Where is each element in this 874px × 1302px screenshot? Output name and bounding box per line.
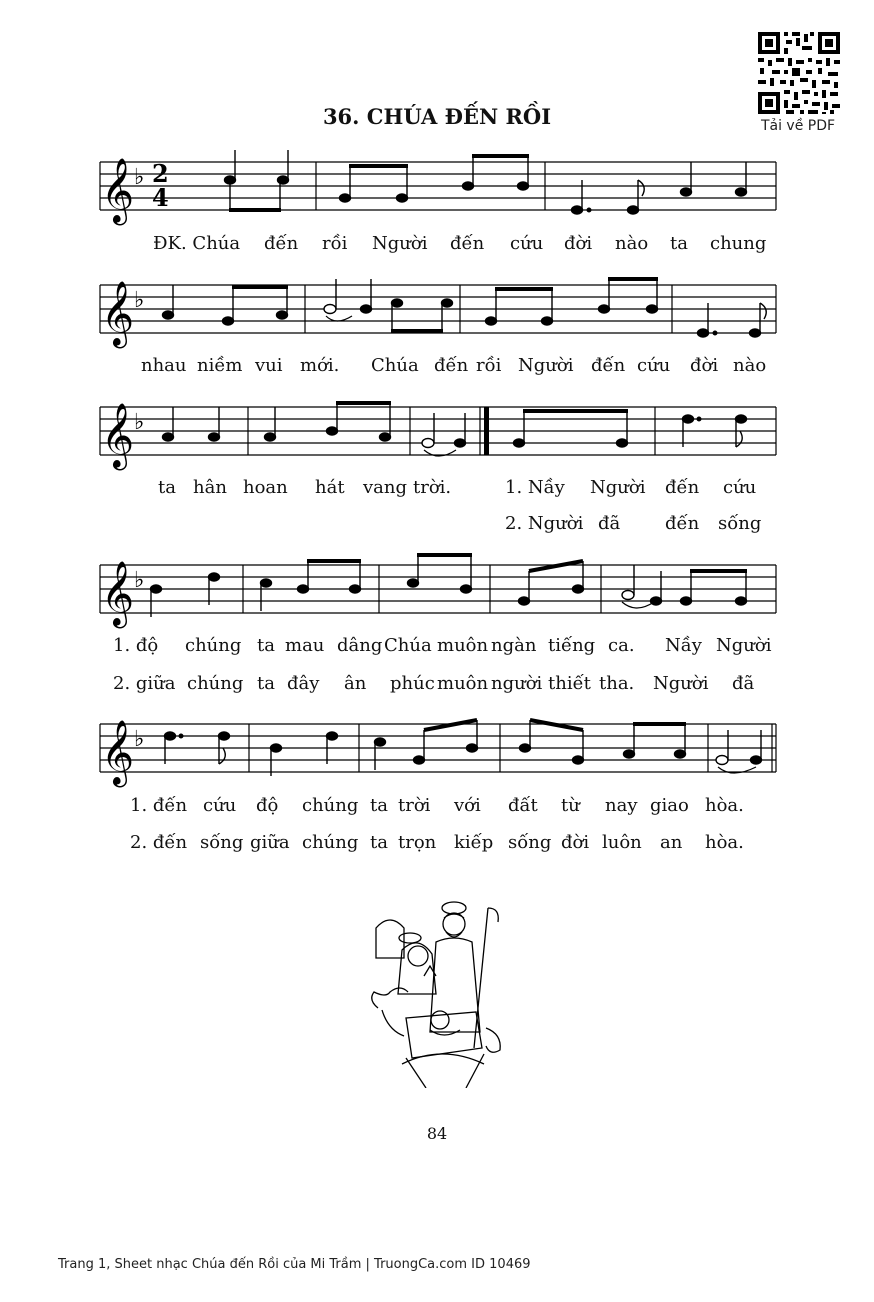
lyric-syllable: trời. xyxy=(413,477,452,498)
lyric-syllable: chung xyxy=(710,233,767,254)
lyric-syllable: đời xyxy=(564,233,593,254)
lyric-syllable: nay xyxy=(605,795,638,816)
staff-line-5 xyxy=(100,724,776,772)
treble-clef-icon: 𝄞 xyxy=(101,281,135,346)
lyric-syllable: hát xyxy=(315,477,345,498)
treble-clef-icon: 𝄞 xyxy=(101,561,135,626)
lyric-syllable: Người xyxy=(653,673,709,694)
lyric-syllable: an xyxy=(660,832,683,853)
footer-text[interactable]: Trang 1, Sheet nhạc Chúa đến Rồi của Mi Trầm | TruongCa.com ID 10469 xyxy=(58,1257,531,1272)
lyric-syllable: cứu xyxy=(723,477,757,498)
lyric-syllable: đất xyxy=(508,795,538,816)
lyric-syllable: Người xyxy=(372,233,428,254)
lyric-syllable: 2. Người xyxy=(505,513,584,534)
lyric-syllable: thiết xyxy=(548,673,591,694)
lyric-syllable: sống xyxy=(508,832,552,853)
time-signature-bottom: 4 xyxy=(152,183,169,212)
lyric-syllable: cứu xyxy=(510,233,544,254)
treble-clef-icon: 𝄞 xyxy=(101,720,135,785)
staff-line-1 xyxy=(100,162,776,210)
lyric-syllable: đến xyxy=(450,233,485,254)
flat-icon: ♭ xyxy=(134,288,145,313)
lyric-syllable: 1. Nầy xyxy=(505,477,565,498)
flat-icon: ♭ xyxy=(134,165,145,190)
treble-clef-icon: 𝄞 xyxy=(101,403,135,468)
lyric-syllable: 1. độ xyxy=(113,635,159,656)
lyric-syllable: dâng xyxy=(337,635,383,656)
lyric-syllable: độ xyxy=(256,795,279,816)
lyric-syllable: niềm xyxy=(197,355,243,376)
lyric-syllable: đã xyxy=(598,513,621,534)
lyric-syllable: vui xyxy=(255,355,283,376)
lyric-syllable: Chúa xyxy=(371,355,419,376)
lyric-syllable: nhau xyxy=(141,355,187,376)
lyric-syllable: từ xyxy=(561,795,580,816)
lyric-syllable: đã xyxy=(732,673,755,694)
staff-line-4 xyxy=(100,565,776,613)
lyric-syllable: chúng xyxy=(302,795,359,816)
lyric-syllable: giao xyxy=(650,795,689,816)
lyric-syllable: đến xyxy=(591,355,626,376)
lyric-syllable: giữa xyxy=(250,832,290,853)
nativity-illustration xyxy=(366,898,518,1088)
lyric-syllable: Người xyxy=(518,355,574,376)
lyric-syllable: đến xyxy=(665,513,700,534)
lyric-syllable: chúng xyxy=(302,832,359,853)
flat-icon: ♭ xyxy=(134,568,145,593)
lyric-syllable: ngàn xyxy=(491,635,537,656)
lyric-line xyxy=(0,355,874,381)
lyric-syllable: nào xyxy=(615,233,649,254)
lyric-syllable: ĐK. Chúa xyxy=(153,233,241,254)
lyric-syllable: ta xyxy=(370,795,388,816)
flat-icon: ♭ xyxy=(134,727,145,752)
lyric-syllable: Chúa xyxy=(384,635,432,656)
lyric-syllable: cứu xyxy=(637,355,671,376)
lyric-syllable: rồi xyxy=(476,355,502,376)
lyric-syllable: muôn xyxy=(437,635,489,656)
lyric-line xyxy=(0,477,874,503)
lyric-syllable: ta xyxy=(370,832,388,853)
lyric-syllable: ta xyxy=(257,673,275,694)
lyric-line xyxy=(0,832,874,858)
lyric-syllable: tha. xyxy=(599,673,635,694)
lyric-syllable: đời xyxy=(690,355,719,376)
lyric-syllable: sống xyxy=(200,832,244,853)
lyric-syllable: phúc xyxy=(390,673,435,694)
lyric-line xyxy=(0,513,874,539)
lyric-syllable: ta xyxy=(670,233,688,254)
lyric-syllable: hòa. xyxy=(705,832,744,853)
staff-line-3 xyxy=(100,407,776,455)
lyric-syllable: nào xyxy=(733,355,767,376)
lyric-syllable: ta xyxy=(158,477,176,498)
lyric-syllable: đến xyxy=(434,355,469,376)
lyric-line xyxy=(0,635,874,661)
lyric-syllable: với xyxy=(454,795,481,816)
lyric-syllable: hoan xyxy=(243,477,288,498)
qr-download-label[interactable]: Tải về PDF xyxy=(760,118,836,134)
lyric-syllable: 2. giữa xyxy=(113,673,176,694)
treble-clef-icon: 𝄞 xyxy=(101,158,135,223)
lyric-syllable: 2. đến xyxy=(130,832,188,853)
lyric-syllable: Người xyxy=(716,635,772,656)
time-signature-top: 2 xyxy=(152,159,169,188)
lyric-syllable: ta xyxy=(257,635,275,656)
lyric-syllable: sống xyxy=(718,513,762,534)
lyric-syllable: chúng xyxy=(187,673,244,694)
lyric-syllable: cứu xyxy=(203,795,237,816)
lyric-syllable: hòa. xyxy=(705,795,744,816)
lyric-syllable: vang xyxy=(363,477,408,498)
lyric-syllable: mới. xyxy=(300,355,340,376)
lyric-syllable: đến xyxy=(264,233,299,254)
staff-line-2 xyxy=(100,285,776,333)
lyric-syllable: luôn xyxy=(602,832,642,853)
lyric-syllable: người xyxy=(491,673,543,694)
lyric-syllable: tiếng xyxy=(548,635,596,656)
lyric-syllable: trời xyxy=(398,795,431,816)
lyric-syllable: rồi xyxy=(322,233,348,254)
lyric-line xyxy=(0,233,874,259)
lyric-syllable: muôn xyxy=(437,673,489,694)
lyric-syllable: hân xyxy=(193,477,227,498)
lyric-line xyxy=(0,795,874,821)
flat-icon: ♭ xyxy=(134,410,145,435)
lyric-syllable: ân xyxy=(344,673,367,694)
lyric-syllable: Nầy xyxy=(665,635,702,656)
lyric-syllable: đời xyxy=(561,832,590,853)
lyric-syllable: đây xyxy=(287,673,320,694)
lyric-syllable: đến xyxy=(665,477,700,498)
lyric-syllable: trọn xyxy=(398,832,437,853)
lyric-line xyxy=(0,673,874,699)
lyric-syllable: kiếp xyxy=(454,832,494,853)
lyric-syllable: 1. đến xyxy=(130,795,188,816)
lyric-syllable: ca. xyxy=(608,635,635,656)
lyric-syllable: mau xyxy=(285,635,325,656)
lyric-syllable: chúng xyxy=(185,635,242,656)
song-title: 36. CHÚA ĐẾN RỒI xyxy=(322,104,552,129)
page-number: 84 xyxy=(426,1124,448,1143)
lyric-syllable: Người xyxy=(590,477,646,498)
